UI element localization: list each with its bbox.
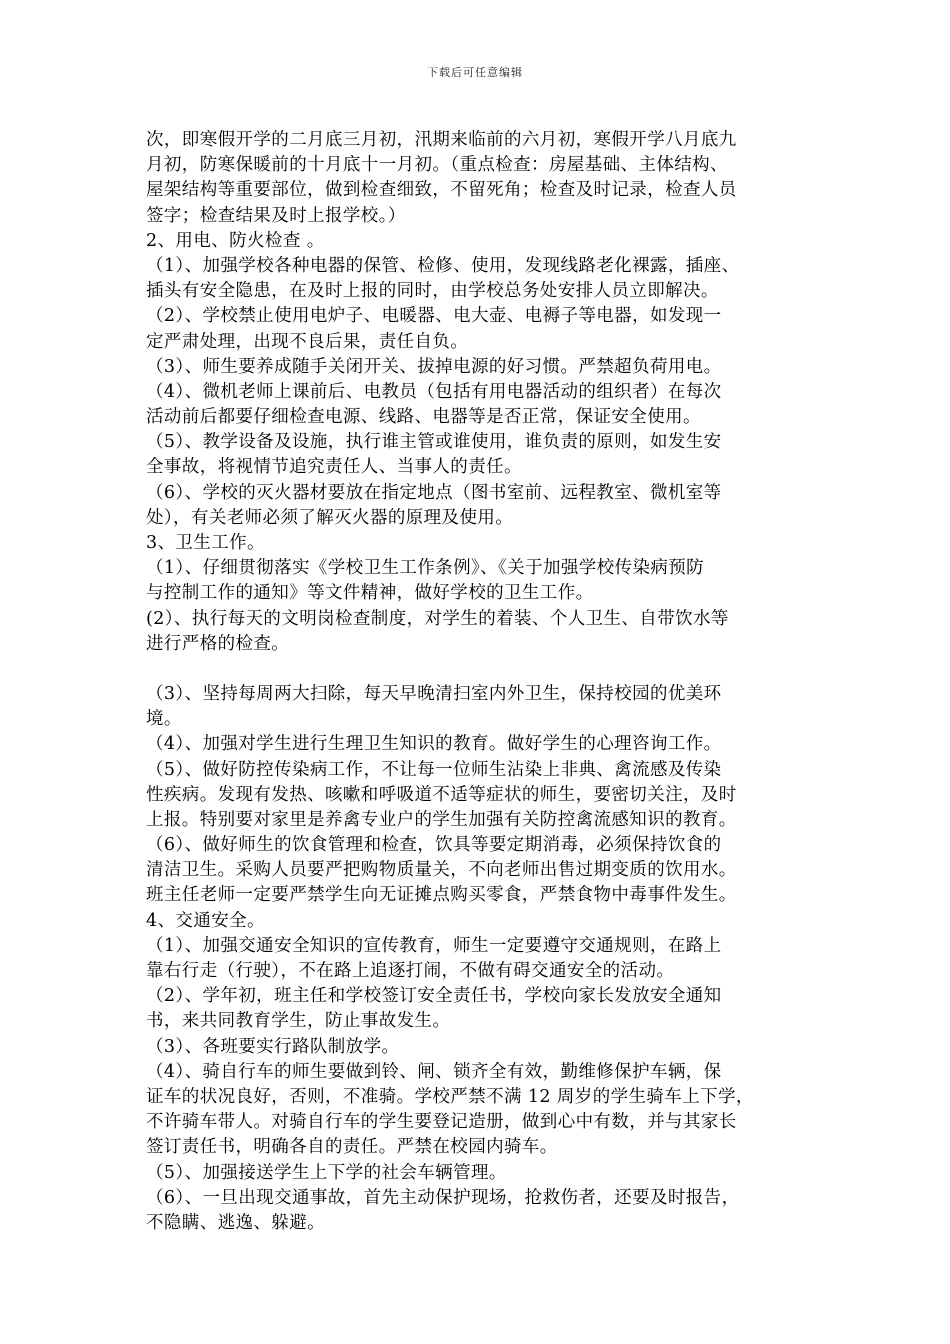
text-line: 清洁卫生。采购人员要严把购物质量关，不向老师出售过期变质的饮用水。 (146, 860, 737, 881)
text-line: 靠右行走（行驶），不在路上追逐打闹，不做有碍交通安全的活动。 (146, 961, 675, 981)
text-line: 不许骑车带人。对骑自行车的学生要登记造册，做到心中有数，并与其家长 (146, 1112, 737, 1133)
text-line: （3）、各班要实行路队制放学。 (146, 1036, 400, 1057)
text-line: 4、交通安全。 (146, 910, 265, 931)
text-line: 次，即寒假开学的二月底三月初，汛期来临前的六月初，寒假开学八月底九 (146, 130, 737, 150)
text-line: 签字；检查结果及时上报学校。） (146, 205, 406, 226)
blank-line (146, 657, 816, 682)
text-line: 书，来共同教育学生，防止事故发生。 (146, 1011, 451, 1032)
text-line: 不隐瞒、逃逸、躲避。 (146, 1212, 325, 1233)
section-part-1 (146, 128, 816, 657)
text-line: 证车的状况良好，否则，不准骑。学校严禁不满 12 周岁的学生骑车上下学， (146, 1086, 754, 1107)
text-line: （5）、教学设备及设施，执行谁主管或谁使用，谁负责的原则，如发生安 (146, 432, 722, 453)
text-line: （6）、一旦出现交通事故，首先主动保护现场，抢救伤者，还要及时报告， (146, 1187, 740, 1208)
text-line: （5）、做好防控传染病工作，不让每一位师生沾染上非典、禽流感及传染 (146, 759, 722, 780)
page-header: 下载后可任意编辑 (427, 66, 523, 79)
document-body (146, 128, 816, 1236)
text-line: 班主任老师一定要严禁学生向无证摊点购买零食，严禁食物中毒事件发生。 (146, 885, 737, 906)
text-line: （4）、微机老师上课前后、电教员（包括有用电器活动的组织者）在每次 (146, 381, 722, 402)
text-line: 签订责任书，明确各自的责任。严禁在校园内骑车。 (146, 1137, 558, 1158)
text-line: 与控制工作的通知》等文件精神，做好学校的卫生工作。 (146, 583, 594, 604)
text-line: （1）、加强学校各种电器的保管、检修、使用，发现线路老化裸露，插座、 (146, 255, 740, 276)
text-line: (2）、执行每天的文明岗检查制度，对学生的着装、个人卫生、自带饮水等 (146, 608, 729, 629)
text-line: 上报。特别要对家里是养禽专业户的学生加强有关防控禽流感知识的教育。 (146, 809, 737, 830)
section-part-2 (146, 682, 816, 1236)
text-line: （4）、骑自行车的师生要做到铃、闸、锁齐全有效，勤维修保护车辆，保 (146, 1061, 722, 1082)
text-line: 2、用电、防火检查 。 (146, 230, 325, 251)
text-line: （2）、学年初，班主任和学校签订安全责任书，学校向家长发放安全通知 (146, 986, 722, 1007)
text-line: （1）、加强交通安全知识的宣传教育，师生一定要遵守交通规则，在路上 (146, 935, 722, 956)
text-line: 屋架结构等重要部位，做到检查细致，不留死角；检查及时记录，检查人员 (146, 180, 737, 201)
text-line: 月初，防寒保暖前的十月底十一月初。（重点检查：房屋基础、主体结构、 (146, 155, 728, 176)
text-line: （3）、师生要养成随手关闭开关、拔掉电源的好习惯。严禁超负荷用电。 (146, 356, 722, 377)
text-line: 全事故，将视情节追究责任人、当事人的责任。 (146, 457, 522, 478)
text-line: （5）、加强接送学生上下学的社会车辆管理。 (146, 1162, 507, 1183)
text-line: （6）、做好师生的饮食管理和检查，饮具等要定期消毒，必须保持饮食的 (146, 835, 722, 856)
text-line: 定严肃处理，出现不良后果，责任自负。 (146, 331, 469, 352)
text-line: 处），有关老师必须了解灭火器的原理及使用。 (146, 507, 514, 528)
text-line: （3）、坚持每周两大扫除，每天早晚清扫室内外卫生，保持校园的优美环 (146, 683, 722, 704)
text-line: （1）、仔细贯彻落实《学校卫生工作条例》、《关于加强学校传染病预防 (146, 558, 705, 579)
text-line: （6）、学校的灭火器材要放在指定地点（图书室前、远程教室、微机室等 (146, 482, 722, 503)
text-line: 进行严格的检查。 (146, 633, 290, 654)
text-line: 3、卫生工作。 (146, 533, 265, 553)
text-line: 境。 (146, 709, 182, 730)
text-line: 活动前后都要仔细检查电源、线路、电器等是否正常，保证安全使用。 (146, 407, 701, 428)
text-line: 性疾病。发现有发热、咳嗽和呼吸道不适等症状的师生，要密切关注，及时 (146, 784, 737, 805)
text-line: 插头有安全隐患，在及时上报的同时，由学校总务处安排人员立即解决。 (146, 281, 719, 302)
text-line: （4）、加强对学生进行生理卫生知识的教育。做好学生的心理咨询工作。 (146, 734, 722, 755)
text-line: （2）、学校禁止使用电炉子、电暖器、电大壶、电褥子等电器，如发现一 (146, 306, 722, 327)
